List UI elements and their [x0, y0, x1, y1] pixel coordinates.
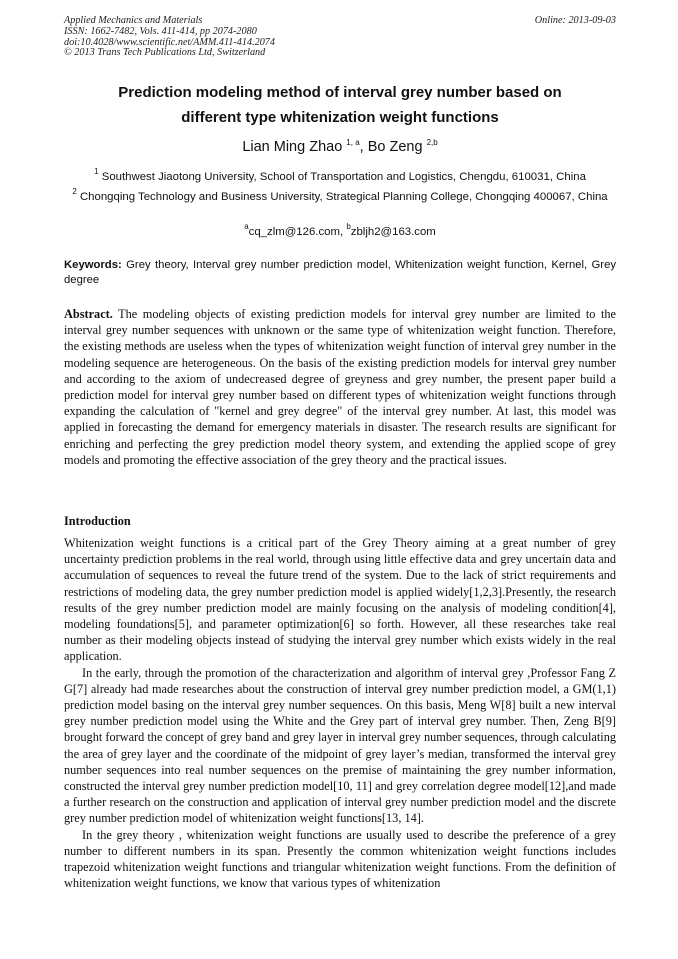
- author-2-sup: 2,b: [426, 138, 438, 147]
- author-1-sup: 1, a: [346, 138, 360, 147]
- email-b-sup: b: [346, 222, 351, 231]
- issn-line: ISSN: 1662-7482, Vols. 411-414, pp 2074-2080: [64, 25, 257, 37]
- affiliation-2-text: Chongqing Technology and Business University, Strategical Planning College, Chongqing 400067, China: [79, 191, 608, 203]
- online-date: Online: 2013-09-03: [534, 15, 616, 26]
- email-b[interactable]: zbljh2@163.com: [350, 226, 436, 238]
- section-heading-introduction: Introduction: [64, 514, 131, 528]
- affiliation-1: [64, 165, 616, 185]
- running-header: [64, 16, 616, 59]
- title-line-2: different type whitenization weight functions: [181, 109, 499, 126]
- author-2: Bo Zeng: [367, 139, 423, 155]
- author-1: Lian Ming Zhao: [242, 139, 343, 155]
- affiliation-2-num: 2: [72, 187, 77, 196]
- title-line-1: Prediction modeling method of interval grey number based on: [118, 84, 562, 101]
- author-separator: ,: [359, 139, 364, 155]
- email-a[interactable]: cq_zlm@126.com,: [248, 226, 344, 238]
- author-list: [64, 138, 616, 155]
- abstract: [64, 306, 616, 468]
- keywords-text: Grey theory, Interval grey number prediction model, Whitenization weight function, Kernel, Grey degree: [64, 259, 616, 286]
- abstract-label: Abstract.: [64, 307, 113, 321]
- paper-title: [64, 80, 616, 130]
- keywords: [64, 258, 616, 288]
- email-line: [64, 222, 616, 238]
- abstract-text: The modeling objects of existing prediction models for interval grey number are limited to the interval grey number sequences with unknown or the same type of whitenization weight function. Therefore, the existing methods are useless when the types of whitenization weight function of interval grey number in the modeling sequence are heterogeneous. On the basis of the existing prediction models for interval grey number and according to the axiom of undecreased degree of greyness and grey number, the present paper build a prediction model for interval grey number based on different types of whitenization weight functions through expanding the calculation of "kernel and grey degree" of the interval grey number. At last, this model was applied in forecasting the demand for emergency materials in disaster. The research results are significant for enriching and perfecting the grey prediction model theory system, and extending the applied scope of grey models and promoting the effective association of the grey theory and the practical issues.: [64, 307, 616, 467]
- intro-paragraph-3: In the grey theory , whitenization weight functions are usually used to describe the preference of a grey number to different numbers in its span. Presently the common whitenization weight functions includes trapezoid whitenization weight functions and triangular whitenization weight functions. From the definition of whitenization weight functions, we know that various types of whitenization: [64, 827, 616, 891]
- affiliation-1-num: 1: [94, 167, 99, 176]
- intro-paragraph-2: In the early, through the promotion of the characterization and algorithm of interval grey ,Professor Fang Z G[7] already had made researches about the construction of interval grey number prediction model, a GM(1,1) prediction model basing on the interval grey number sequences. On this basis, Meng W[8] built a new interval grey number prediction model using the White and the Grey part of interval grey number. Then, Zeng B[9] brought forward the concept of grey band and grey layer in interval grey number sequences, through calculating the area of grey layer and the coordinate of the midpoint of grey layer’s median, transformed the interval grey number sequences into real number sequences on the premise of maintaining the grey number information, constructed the interval grey number prediction model[10, 11] and grey correlation degree model[12],and made a further research on the construction and application of interval grey number prediction model and the discrete grey number prediction model of whitenization weight functions[13, 14].: [64, 665, 616, 826]
- intro-paragraph-1: Whitenization weight functions is a critical part of the Grey Theory aiming at a great number of grey uncertainty prediction problems in the real world, through using little effective data and grey uncertain data and accumulation of sequences to reveal the future trend of the system. Due to the lack of strict requirements and restrictions of modeling data, the grey number prediction model is applied widely[1,2,3].Presently, the research results of the grey number prediction model are mainly focusing on the analysis of modeling condition[4], modeling foundations[5], and parameter optimization[6] so forth. However, all these researches take real number as their modeling objects instead of studying the interval grey number which exists widely in the real application.: [64, 536, 616, 664]
- journal-name: Applied Mechanics and Materials: [64, 15, 203, 26]
- email-a-sup: a: [244, 222, 249, 231]
- affiliation-1-text: Southwest Jiaotong University, School of Transportation and Logistics, Chengdu, 610031, China: [101, 171, 586, 183]
- doi-line[interactable]: doi:10.4028/www.scientific.net/AMM.411-414.2074: [64, 36, 275, 48]
- keywords-label: Keywords:: [64, 259, 122, 271]
- copyright-line: © 2013 Trans Tech Publications Ltd, Switzerland: [64, 47, 266, 59]
- introduction-body: [64, 535, 616, 891]
- affiliation-2: [64, 185, 616, 205]
